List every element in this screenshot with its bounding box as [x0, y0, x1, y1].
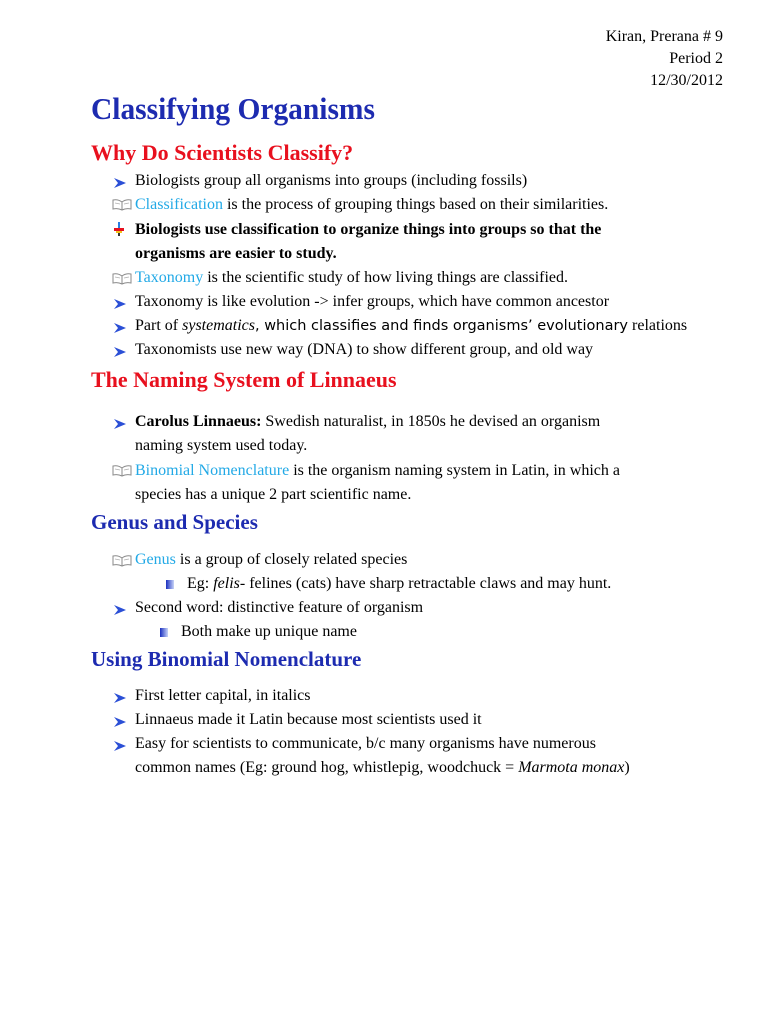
arrow-bullet-icon — [113, 692, 127, 704]
class-period: Period 2 — [669, 50, 723, 67]
list-item-continuation: organisms are easier to study. — [135, 245, 337, 262]
list-item-continuation: naming system used today. — [135, 437, 308, 454]
heading-genus-species: Genus and Species — [91, 510, 258, 534]
square-subbullet-icon — [166, 580, 174, 589]
sub-list-item: Both make up unique name — [181, 623, 357, 640]
list-item: Linnaeus made it Latin because most scientists used it — [135, 711, 482, 728]
list-item: First letter capital, in italics — [135, 687, 311, 704]
list-item: Taxonomy is the scientific study of how living things are classified. — [135, 269, 569, 286]
student-name: Kiran, Prerana # 9 — [605, 28, 723, 45]
term-genus: Genus — [135, 551, 176, 568]
arrow-bullet-icon — [113, 177, 127, 189]
list-item: Taxonomy is like evolution -> infer groups, which have common ancestor — [135, 293, 610, 310]
list-item: Carolus Linnaeus: Swedish naturalist, in 1850s he devised an organism — [135, 413, 601, 430]
arrow-bullet-icon — [113, 298, 127, 310]
book-bullet-icon — [112, 199, 132, 211]
book-bullet-icon — [112, 555, 132, 567]
page-title: Classifying Organisms — [91, 91, 375, 126]
arrow-bullet-icon — [113, 418, 127, 430]
list-item-continuation: species has a unique 2 part scientific name. — [135, 486, 412, 503]
term-classification: Classification — [135, 196, 223, 213]
heading-why-classify: Why Do Scientists Classify? — [91, 140, 354, 165]
square-subbullet-icon — [160, 628, 168, 637]
list-item: Part of systematics, which classifies and finds organisms’ evolutionary relations — [135, 317, 688, 334]
arrow-bullet-icon — [113, 346, 127, 358]
list-item: Biologists use classification to organize things into groups so that the — [135, 221, 602, 238]
document-date: 12/30/2012 — [650, 72, 723, 89]
heading-naming-system: The Naming System of Linnaeus — [91, 367, 397, 392]
sub-list-item: Eg: felis- felines (cats) have sharp retractable claws and may hunt. — [187, 575, 612, 592]
arrow-bullet-icon — [113, 716, 127, 728]
heading-using-binomial: Using Binomial Nomenclature — [91, 647, 362, 671]
term-taxonomy: Taxonomy — [135, 269, 204, 286]
list-item-continuation: common names (Eg: ground hog, whistlepig, woodchuck = Marmota monax) — [135, 759, 630, 776]
list-item: Genus is a group of closely related species — [135, 551, 408, 568]
arrow-bullet-icon — [113, 740, 127, 752]
list-item: Binomial Nomenclature is the organism naming system in Latin, in which a — [135, 462, 620, 479]
document-header — [606, 26, 723, 92]
list-item: Easy for scientists to communicate, b/c many organisms have numerous — [135, 735, 596, 752]
book-bullet-icon — [112, 273, 132, 285]
pushpin-bullet-icon — [113, 222, 125, 236]
list-item: Taxonomists use new way (DNA) to show different group, and old way — [135, 341, 594, 358]
term-binomial-nomenclature: Binomial Nomenclature — [135, 462, 290, 479]
book-bullet-icon — [112, 465, 132, 477]
list-item: Biologists group all organisms into groups (including fossils) — [135, 172, 528, 189]
list-item: Classification is the process of grouping things based on their similarities. — [135, 196, 609, 213]
list-item: Second word: distinctive feature of organism — [135, 599, 424, 616]
arrow-bullet-icon — [113, 322, 127, 334]
arrow-bullet-icon — [113, 604, 127, 616]
